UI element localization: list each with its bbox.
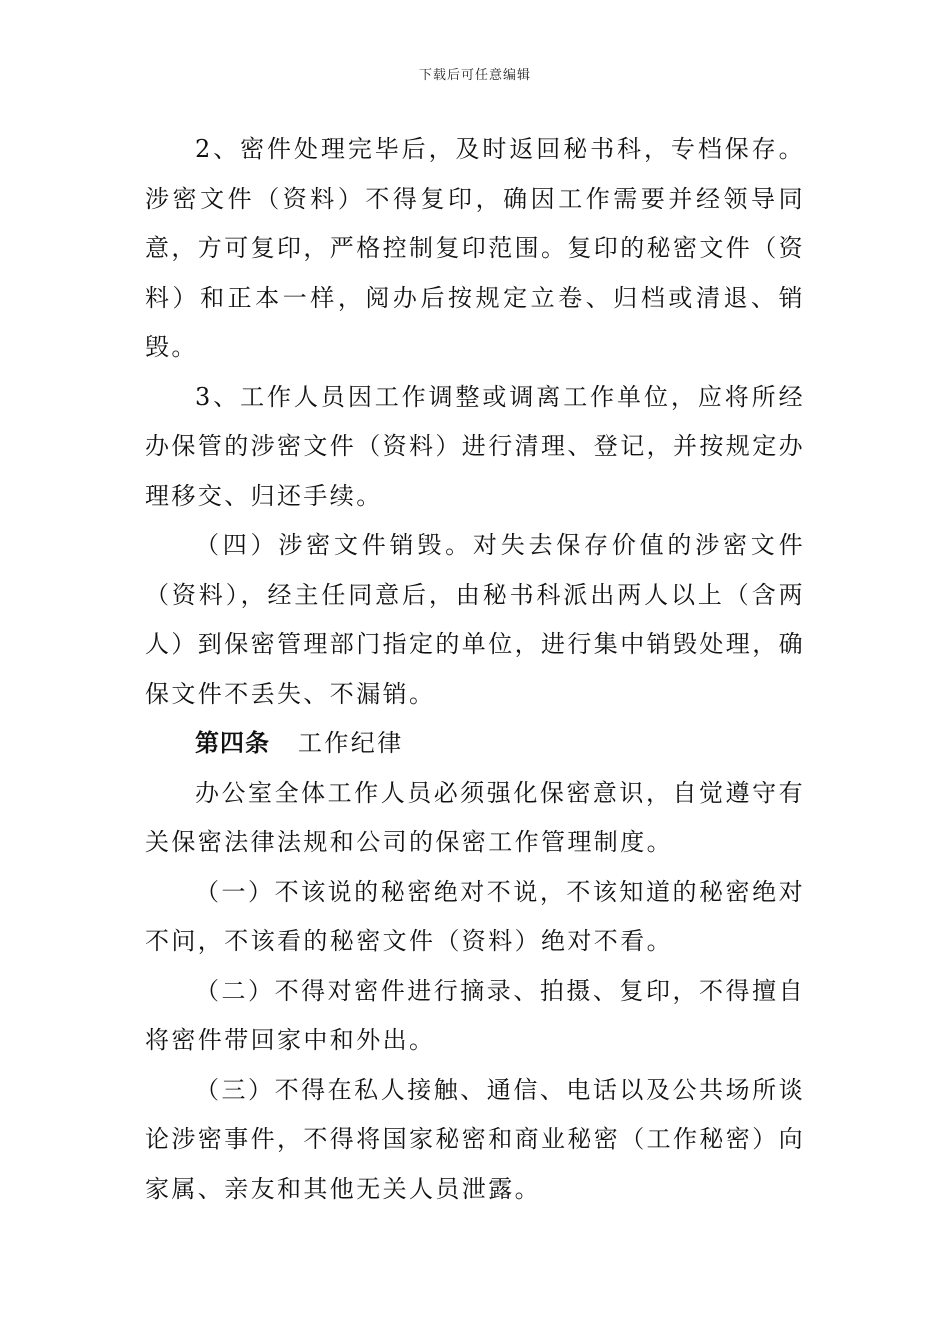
paragraph-rule-1: （一）不该说的秘密绝对不说，不该知道的秘密绝对不问，不该看的秘密文件（资料）绝对不看。 xyxy=(145,877,805,955)
paragraph-item-2: 2、密件处理完毕后，及时返回秘书科，专档保存。涉密文件（资料）不得复印，确因工作需要并经领导同意，方可复印，严格控制复印范围。复印的秘密文件（资料）和正本一样，阅办后按规定立卷、归档或清退、销毁。 xyxy=(145,135,805,361)
paragraph-item-3: 3、工作人员因工作调整或调离工作单位，应将所经办保管的涉密文件（资料）进行清理、登记，并按规定办理移交、归还手续。 xyxy=(145,382,805,510)
paragraph-section-4: （四）涉密文件销毁。对失去保存价值的涉密文件（资料），经主任同意后，由秘书科派出两人以上（含两人）到保密管理部门指定的单位，进行集中销毁处理，确保文件不丢失、不漏销。 xyxy=(145,531,805,708)
article-number: 第四条 xyxy=(195,729,270,757)
paragraph-intro: 办公室全体工作人员必须强化保密意识，自觉遵守有关保密法律法规和公司的保密工作管理制度。 xyxy=(145,778,805,856)
document-body xyxy=(145,125,805,1214)
page-header: 下载后可任意编辑 xyxy=(418,68,531,83)
paragraph-rule-3: （三）不得在私人接触、通信、电话以及公共场所谈论涉密事件，不得将国家秘密和商业秘密（工作秘密）向家属、亲友和其他无关人员泄露。 xyxy=(145,1075,805,1203)
article-heading xyxy=(145,719,805,769)
paragraph-rule-2: （二）不得对密件进行摘录、拍摄、复印，不得擅自将密件带回家中和外出。 xyxy=(145,976,805,1054)
article-title: 工作纪律 xyxy=(298,729,404,757)
